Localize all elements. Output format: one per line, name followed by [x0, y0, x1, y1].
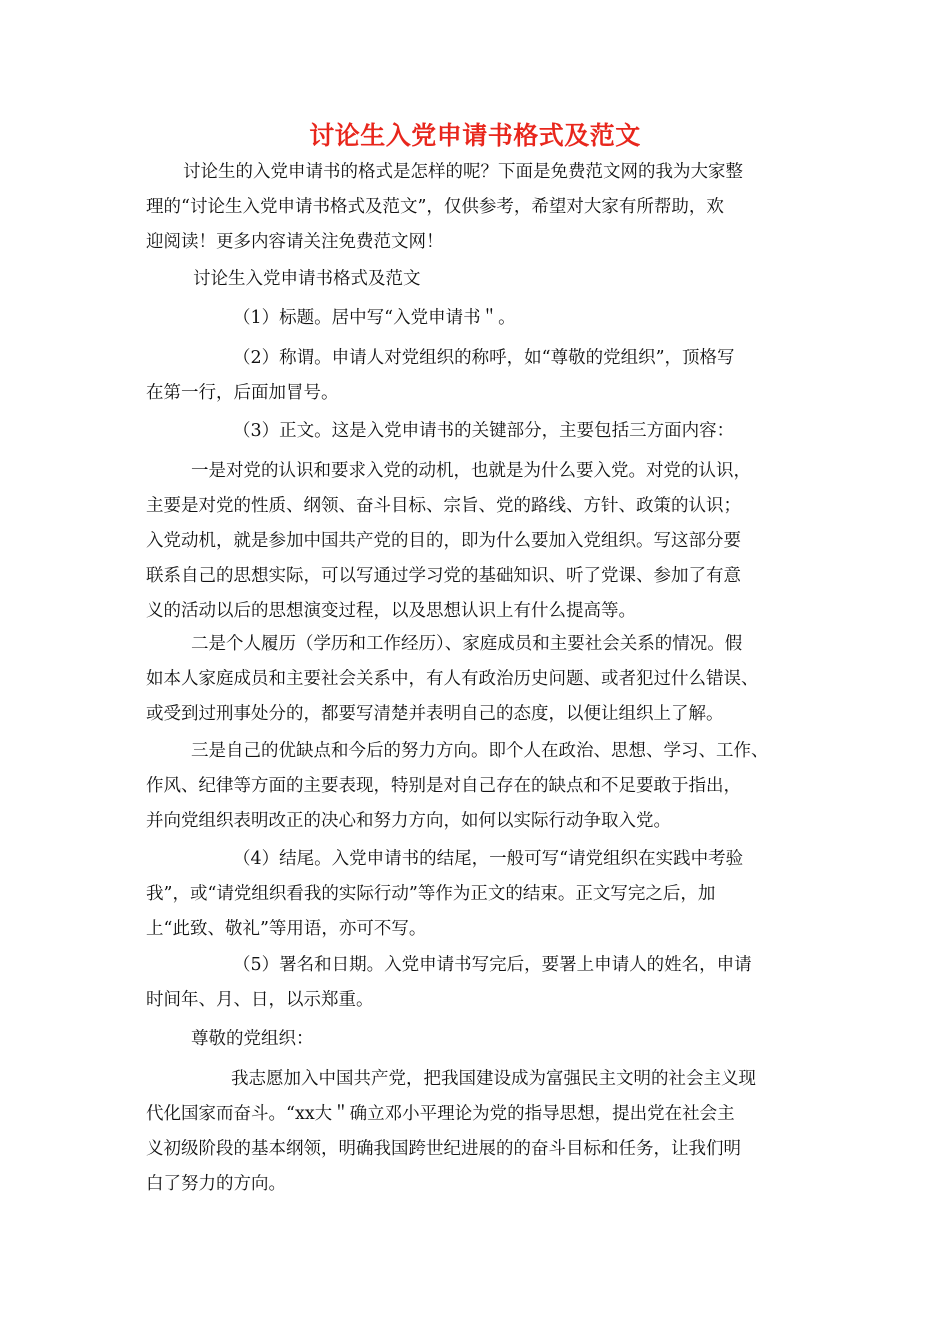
item-title-paragraph: [146, 301, 814, 336]
text-line: 三是自己的优缺点和今后的努力方向。即个人在政治、思想、学习、工作、: [191, 741, 769, 761]
document-title: 讨论生入党申请书格式及范文: [309, 121, 641, 150]
item-signature-paragraph: [146, 948, 814, 1018]
text-line: 在第一行，后面加冒号。: [146, 383, 339, 403]
body-point-one-paragraph: [146, 454, 814, 629]
text-line: 义初级阶段的基本纲领，明确我国跨世纪进展的的奋斗目标和任务，让我们明: [146, 1139, 741, 1159]
text-line: 讨论生的入党申请书的格式是怎样的呢？下面是免费范文网的我为大家整: [183, 162, 743, 182]
text-line: （3）正文。这是入党申请书的关键部分，主要包括三方面内容：: [233, 421, 735, 441]
text-line: 或受到过刑事处分的，都要写清楚并表明自己的态度，以便让组织上了解。: [146, 704, 724, 724]
text-line: 联系自己的思想实际，可以写通过学习党的基础知识、听了党课、参加了有意: [146, 566, 741, 586]
text-line: 二是个人履历（学历和工作经历）、家庭成员和主要社会关系的情况。假: [191, 634, 743, 654]
text-line: 我”，或“请党组织看我的实际行动”等作为正文的结束。正文写完之后，加: [146, 884, 716, 904]
text-line: 义的活动以后的思想演变过程，以及思想认识上有什么提高等。: [146, 601, 636, 621]
intro-paragraph: [146, 155, 814, 260]
subtitle-paragraph: [146, 262, 814, 297]
item-closing-paragraph: [146, 842, 814, 947]
body-point-three-paragraph: [146, 734, 814, 839]
text-line: 入党动机，就是参加中国共产党的目的，即为什么要加入党组织。写这部分要: [146, 531, 741, 551]
text-line: 尊敬的党组织：: [191, 1029, 314, 1049]
text-line: 并向党组织表明改正的决心和努力方向，如何以实际行动争取入党。: [146, 811, 671, 831]
text-line: 白了努力的方向。: [146, 1174, 286, 1194]
item-salutation-paragraph: [146, 341, 814, 411]
text-line: 理的“讨论生入党申请书格式及范文”，仅供参考，希望对大家有所帮助，欢: [146, 197, 724, 217]
sample-body-paragraph: [146, 1062, 814, 1202]
text-line: 我志愿加入中国共产党，把我国建设成为富强民主文明的社会主义现: [231, 1069, 756, 1089]
text-line: 上“此致、敬礼”等用语，亦可不写。: [146, 919, 427, 939]
text-line: （4）结尾。入党申请书的结尾，一般可写“请党组织在实践中考验: [233, 849, 744, 869]
text-line: （5）署名和日期。入党申请书写完后，要署上申请人的姓名，申请: [233, 955, 752, 975]
text-line: 代化国家而奋斗。“xx大＂确立邓小平理论为党的指导思想，提出党在社会主: [146, 1104, 735, 1124]
text-line: （1）标题。居中写“入党申请书＂。: [233, 308, 516, 328]
sample-salutation-paragraph: [146, 1022, 814, 1057]
text-line: 作风、纪律等方面的主要表现，特别是对自己存在的缺点和不足要敢于指出，: [146, 776, 741, 796]
text-line: 如本人家庭成员和主要社会关系中，有人有政治历史问题、或者犯过什么错误、: [146, 669, 759, 689]
text-line: 一是对党的认识和要求入党的动机，也就是为什么要入党。对党的认识，: [191, 461, 751, 481]
text-line: 讨论生入党申请书格式及范文: [193, 269, 421, 289]
text-line: （2）称谓。申请人对党组织的称呼，如“尊敬的党组织”，顶格写: [233, 348, 735, 368]
body-point-two-paragraph: [146, 627, 814, 732]
text-line: 迎阅读！更多内容请关注免费范文网！: [146, 232, 444, 252]
item-body-paragraph: [146, 414, 814, 449]
text-line: 时间年、月、日，以示郑重。: [146, 990, 374, 1010]
text-line: 主要是对党的性质、纲领、奋斗目标、宗旨、党的路线、方针、政策的认识；: [146, 496, 741, 516]
